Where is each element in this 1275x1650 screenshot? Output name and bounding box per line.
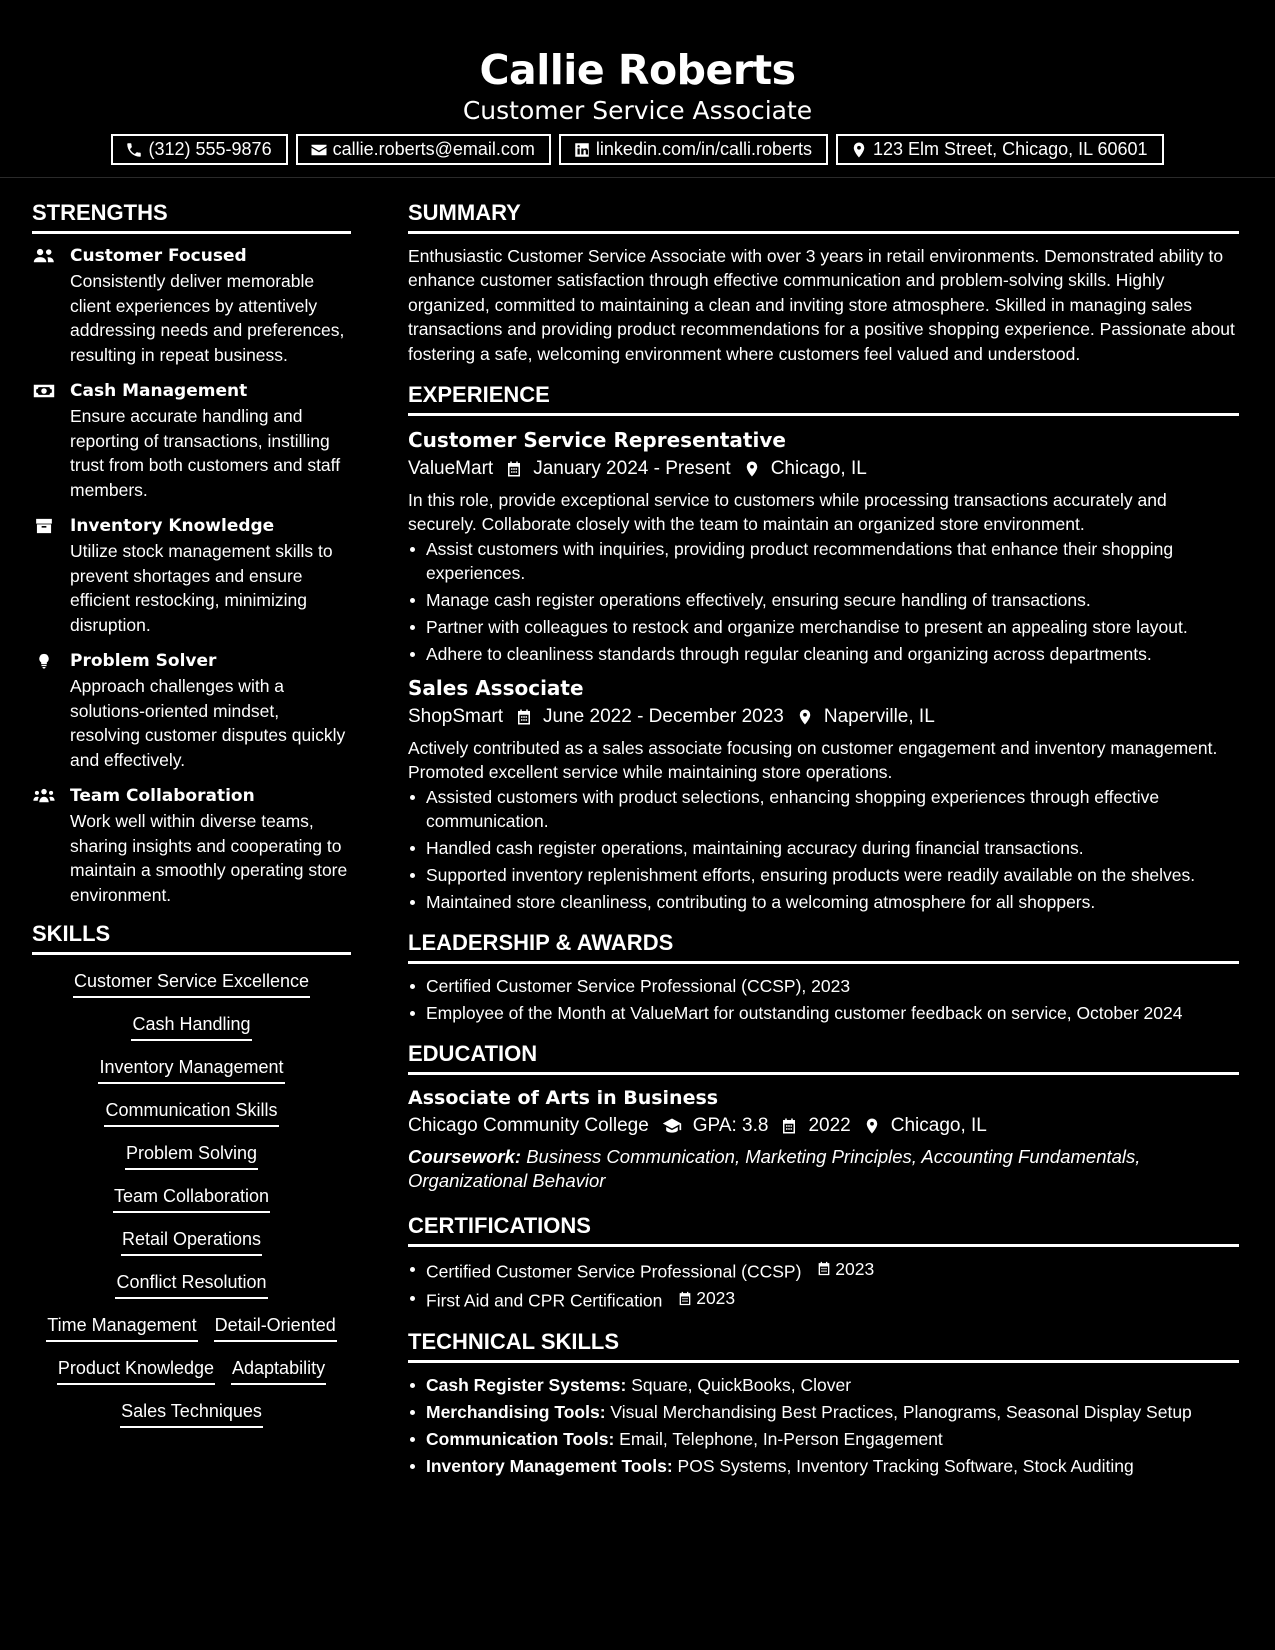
summary-section (408, 198, 1239, 366)
lightbulb-icon (33, 653, 55, 669)
strength-title: Inventory Knowledge (70, 516, 275, 536)
list-item (408, 1286, 1239, 1313)
contact-linkedin-text: linkedin.com/in/calli.roberts (595, 139, 813, 160)
contact-phone[interactable] (111, 134, 287, 165)
skill-tag: Sales Techniques (120, 1399, 263, 1428)
box-icon (33, 518, 55, 534)
strength-item (32, 784, 351, 907)
job-title: Customer Service Representative (408, 428, 786, 453)
strength-title: Team Collaboration (70, 786, 255, 806)
list-item (408, 1400, 1239, 1424)
degree-title: Associate of Arts in Business (408, 1086, 719, 1109)
contact-email[interactable] (296, 134, 551, 165)
job-description: In this role, provide exceptional service to customers while processing transactions accurately and securely. Collaborate closely with the team to maintain an organized store environment. (408, 490, 1167, 535)
users-icon (33, 248, 55, 264)
job-title: Sales Associate (408, 675, 584, 700)
calendar-icon (505, 459, 523, 479)
job-bullets (408, 785, 1239, 914)
list-item: Certified Customer Service Professional (CCSP), 2023 (408, 974, 1239, 998)
strength-description: Work well within diverse teams, sharing insights and cooperating to maintain a smoothly operating store environment. (70, 811, 348, 905)
education-section (408, 1039, 1239, 1193)
list-item (408, 1373, 1239, 1397)
map-pin-icon (796, 707, 814, 727)
summary-heading: SUMMARY (408, 198, 1239, 234)
job-meta (408, 454, 1239, 484)
contact-email-text: callie.roberts@email.com (332, 139, 535, 160)
list-item: Manage cash register operations effectively, ensuring secure handling of transactions. (408, 588, 1239, 612)
technical-skills-list (408, 1373, 1239, 1478)
strengths-list (32, 244, 351, 907)
coursework (408, 1145, 1239, 1193)
list-item (408, 1427, 1239, 1451)
awards-section (408, 928, 1239, 1025)
calendar-icon (816, 1260, 832, 1277)
job-company: ShopSmart (408, 705, 504, 727)
job-dates: January 2024 - Present (533, 458, 731, 480)
strength-description: Ensure accurate handling and reporting of transactions, instilling trust from both customers and staff members. (70, 406, 341, 500)
list-item: Employee of the Month at ValueMart for outstanding customer feedback on service, October 2024 (408, 1001, 1239, 1025)
certifications-list (408, 1257, 1239, 1313)
certification-year: 2023 (696, 1288, 736, 1309)
phone-icon (125, 141, 143, 159)
list-item: Partner with colleagues to restock and organize merchandise to present an appealing store layout. (408, 615, 1239, 639)
coursework-list: Business Communication, Marketing Principles, Accounting Fundamentals, Organizational Behavior (408, 1145, 1141, 1191)
awards-list (408, 974, 1239, 1025)
tech-value: Email, Telephone, In-Person Engagement (619, 1428, 943, 1449)
strength-title: Customer Focused (70, 246, 247, 266)
job-description: Actively contributed as a sales associate focusing on customer engagement and inventory management. Promoted excellent service while maintaining store operations. (408, 737, 1218, 783)
coursework-label: Coursework: (408, 1145, 522, 1167)
strength-item (32, 514, 351, 637)
skills-heading: SKILLS (32, 919, 351, 955)
certifications-section (408, 1211, 1239, 1313)
skill-tag: Adaptability (231, 1356, 326, 1385)
list-item: Assisted customers with product selections, enhancing shopping experiences through effective communication. (408, 785, 1239, 833)
strength-title: Problem Solver (70, 651, 217, 671)
left-column (32, 198, 351, 1442)
list-item: Assist customers with inquiries, providing product recommendations that enhance their shopping experiences. (408, 537, 1239, 585)
contact-address-text: 123 Elm Street, Chicago, IL 60601 (873, 139, 1148, 160)
school-location: Chicago, IL (890, 1114, 987, 1136)
strength-item (32, 649, 351, 772)
certifications-heading: CERTIFICATIONS (408, 1211, 1239, 1247)
certification-name: Certified Customer Service Professional (CCSP) (426, 1261, 802, 1282)
summary-text: Enthusiastic Customer Service Associate with over 3 years in retail environments. Demonstrated ability to enhance customer satisfaction through effective communication and problem-solving skills. Highly organized, committed to maintaining a clean and inviting store atmosphere. Skilled in managing sales transactions and providing product recommendations for a positive shopping experience. Passionate about fostering a safe, welcoming environment where customers feel valued and understood. (408, 246, 1235, 364)
tech-label: Communication Tools: (426, 1428, 615, 1449)
skill-tag: Detail-Oriented (214, 1313, 337, 1342)
strength-description: Approach challenges with a solutions-oriented mindset, resolving customer disputes quickly and effectively. (70, 676, 346, 770)
job-company: ValueMart (408, 458, 494, 480)
technical-skills-heading: TECHNICAL SKILLS (408, 1327, 1239, 1363)
strength-item (32, 379, 351, 502)
strengths-heading: STRENGTHS (32, 198, 351, 234)
contact-address[interactable] (836, 134, 1164, 165)
job-location: Chicago, IL (770, 458, 867, 480)
calendar-icon (515, 707, 533, 727)
skill-tag: Inventory Management (98, 1055, 284, 1084)
tech-value: Visual Merchandising Best Practices, Planograms, Seasonal Display Setup (610, 1401, 1192, 1422)
strength-title: Cash Management (70, 381, 248, 401)
school-name: Chicago Community College (408, 1114, 649, 1136)
envelope-icon (310, 141, 328, 159)
skill-tag: Customer Service Excellence (73, 969, 310, 998)
skill-tag: Conflict Resolution (115, 1270, 267, 1299)
strength-item (32, 244, 351, 367)
right-column (408, 198, 1239, 1488)
certification-name: First Aid and CPR Certification (426, 1290, 663, 1311)
candidate-name: Callie Roberts (479, 46, 796, 94)
experience-heading: EXPERIENCE (408, 380, 1239, 416)
gpa: GPA: 3.8 (692, 1114, 769, 1136)
skill-tag: Problem Solving (125, 1141, 258, 1170)
resume-header (0, 0, 1275, 178)
skill-tag: Communication Skills (104, 1098, 278, 1127)
skill-tag: Product Knowledge (57, 1356, 215, 1385)
contact-bar (0, 134, 1275, 165)
certification-year: 2023 (835, 1258, 875, 1279)
contact-linkedin[interactable] (559, 134, 828, 165)
strength-description: Utilize stock management skills to prevent shortages and ensure efficient restocking, minimizing disruption. (70, 541, 333, 635)
tech-label: Merchandising Tools: (426, 1401, 606, 1422)
list-item (408, 1257, 1239, 1284)
cash-icon (33, 383, 55, 399)
education-meta (408, 1111, 1239, 1141)
job-entry (408, 674, 1239, 914)
list-item: Supported inventory replenishment efforts, ensuring products were readily available on the shelves. (408, 863, 1239, 887)
team-icon (33, 788, 55, 804)
tech-label: Inventory Management Tools: (426, 1455, 673, 1476)
list-item: Maintained store cleanliness, contributing to a welcoming atmosphere for all shoppers. (408, 890, 1239, 914)
candidate-title: Customer Service Associate (462, 96, 813, 125)
tech-value: Square, QuickBooks, Clover (631, 1374, 852, 1395)
linkedin-icon (573, 141, 591, 159)
tech-value: POS Systems, Inventory Tracking Software, Stock Auditing (677, 1455, 1134, 1476)
map-pin-icon (863, 1116, 881, 1136)
strength-description: Consistently deliver memorable client experiences by attentively addressing needs and preferences, resulting in repeat business. (70, 271, 345, 365)
list-item: Adhere to cleanliness standards through regular cleaning and organizing across departments. (408, 642, 1239, 666)
job-bullets (408, 537, 1239, 666)
skill-tag: Retail Operations (121, 1227, 262, 1256)
graduation-year: 2022 (808, 1114, 851, 1136)
job-dates: June 2022 - December 2023 (543, 705, 784, 727)
skills-section (32, 919, 351, 1428)
awards-heading: LEADERSHIP & AWARDS (408, 928, 1239, 964)
graduation-cap-icon (661, 1116, 683, 1136)
map-pin-icon (850, 141, 868, 159)
skill-tag: Team Collaboration (113, 1184, 270, 1213)
tech-label: Cash Register Systems: (426, 1374, 627, 1395)
skill-tag: Time Management (46, 1313, 197, 1342)
experience-section (408, 380, 1239, 914)
list-item: Handled cash register operations, maintaining accuracy during financial transactions. (408, 836, 1239, 860)
map-pin-icon (743, 459, 761, 479)
contact-phone-text: (312) 555-9876 (148, 139, 272, 160)
calendar-icon (780, 1116, 798, 1136)
list-item (408, 1454, 1239, 1478)
skill-tag: Cash Handling (131, 1012, 251, 1041)
education-heading: EDUCATION (408, 1039, 1239, 1075)
technical-skills-section (408, 1327, 1239, 1478)
calendar-icon (677, 1290, 693, 1307)
job-entry (408, 426, 1239, 666)
job-meta (408, 702, 1239, 732)
job-location: Naperville, IL (823, 705, 935, 727)
